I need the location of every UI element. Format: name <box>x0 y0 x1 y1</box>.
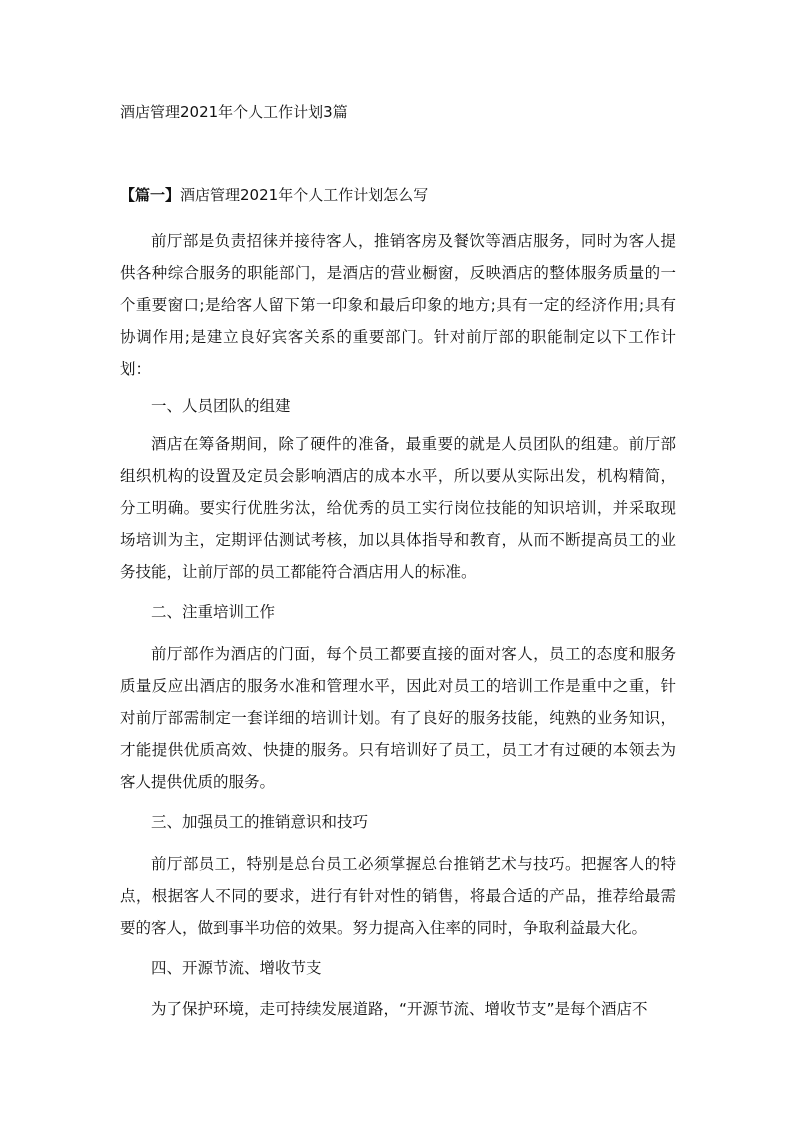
section-tag: 【篇一】 <box>120 186 181 204</box>
section-heading <box>120 183 428 207</box>
paragraph-2: 前厅部作为酒店的门面，每个员工都要直接的面对客人，员工的态度和服务质量反应出酒店的服务水准和管理水平，因此对员工的培训工作是重中之重，针对前厅部需制定一套详细的培训计划。有了良好的服务技能，纯熟的业务知识，才能提供优质高效、快捷的服务。只有培训好了员工，员工才有过硬的本领去为客人提供优质的服务。 <box>120 645 676 791</box>
subheading-3: 三、加强员工的推销意识和技巧 <box>151 813 369 831</box>
document-title: 酒店管理2021年个人工作计划3篇 <box>120 103 348 121</box>
subheading-2: 二、注重培训工作 <box>151 603 276 621</box>
paragraph-1: 酒店在筹备期间，除了硬件的准备，最重要的就是人员团队的组建。前厅部组织机构的设置及定员会影响酒店的成本水平，所以要从实际出发，机构精简，分工明确。要实行优胜劣汰，给优秀的员工实行岗位技能的知识培训，并采取现场培训为主，定期评估测试考核，加以具体指导和教育，从而不断提高员工的业务技能，让前厅部的员工都能符合酒店用人的标准。 <box>120 435 676 581</box>
paragraph-3: 前厅部员工，特别是总台员工必须掌握总台推销艺术与技巧。把握客人的特点，根据客人不同的要求，进行有针对性的销售，将最合适的产品，推荐给最需要的客人，做到事半功倍的效果。努力提高入住率的同时，争取利益最大化。 <box>120 855 676 937</box>
subheading-1: 一、人员团队的组建 <box>151 397 291 415</box>
intro-paragraph: 前厅部是负责招徕并接待客人，推销客房及餐饮等酒店服务，同时为客人提供各种综合服务的职能部门，是酒店的营业橱窗，反映酒店的整体服务质量的一个重要窗口;是给客人留下第一印象和最后印象的地方;具有一定的经济作用;具有协调作用;是建立良好宾客关系的重要部门。针对前厅部的职能制定以下工作计划： <box>120 232 676 378</box>
section-title: 酒店管理2021年个人工作计划怎么写 <box>180 186 429 204</box>
paragraph-4: 为了保护环境，走可持续发展道路，“开源节流、增收节支”是每个酒店不 <box>151 1000 648 1018</box>
subheading-4: 四、开源节流、增收节支 <box>151 959 322 977</box>
